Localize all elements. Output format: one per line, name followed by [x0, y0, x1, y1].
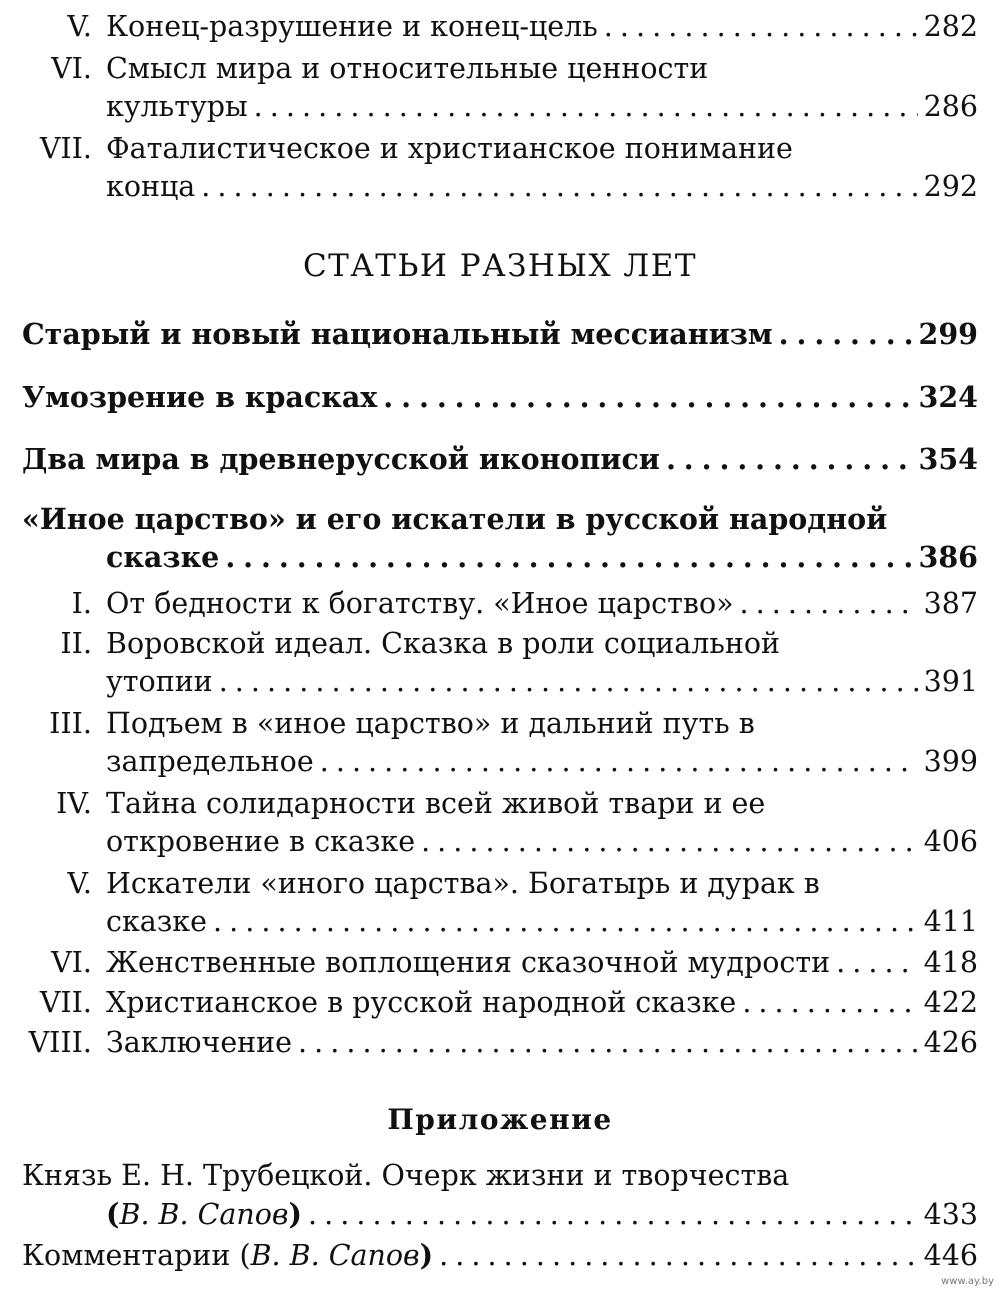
chapter-title: Смысл мира и относительные ценности: [106, 52, 709, 85]
page-number: 282: [923, 10, 978, 43]
dot-leader: [254, 88, 918, 126]
article-title: Умозрение в красках: [22, 380, 378, 414]
toc-entry[interactable]: [0, 500, 1000, 576]
page-number: 292: [923, 170, 978, 203]
dot-leader: [742, 984, 917, 1022]
chapter-title-cont: сказке: [106, 905, 207, 938]
dot-leader: [320, 743, 918, 781]
page-number: 426: [923, 1026, 978, 1059]
dot-leader: [836, 944, 917, 982]
toc-entry[interactable]: [0, 984, 1000, 1022]
page-number: 418: [923, 946, 978, 979]
toc-entry[interactable]: [0, 1236, 1000, 1274]
chapter-title: Воровской идеал. Сказка в роли социальной: [106, 627, 781, 660]
chapter-title-cont: запредельное: [106, 745, 314, 778]
chapter-number: VI.: [51, 52, 92, 85]
appendix-title: Комментарии (В. В. Сапов): [22, 1238, 434, 1272]
dot-leader: [604, 8, 918, 46]
page-number: 387: [923, 587, 978, 620]
chapter-title: От бедности к богатству. «Иное царство»: [106, 587, 734, 620]
dot-leader: [779, 315, 913, 353]
toc-entry[interactable]: [0, 1024, 1000, 1062]
chapter-title: Тайна солидарности всей живой твари и ее: [106, 787, 766, 820]
page-number: 446: [923, 1239, 978, 1272]
chapter-number: IV.: [56, 787, 92, 820]
dot-leader: [201, 168, 917, 206]
page-number: 411: [923, 905, 978, 938]
page-number: 299: [918, 317, 978, 351]
chapter-title: Христианское в русской народной сказке: [106, 986, 737, 1019]
article-title: «Иное царство» и его искатели в русской народной: [22, 502, 888, 536]
toc-entry[interactable]: [0, 315, 1000, 353]
chapter-number: V.: [67, 867, 92, 900]
toc-entry[interactable]: [0, 378, 1000, 416]
chapter-title-cont: утопии: [106, 665, 213, 698]
chapter-title-cont: откровение в сказке: [106, 825, 416, 858]
dot-leader: [308, 1196, 918, 1234]
article-title: Старый и новый национальный мессианизм: [22, 317, 773, 351]
page-number: 354: [918, 442, 978, 476]
page-number: 386: [918, 540, 978, 574]
article-title-cont: сказке: [106, 540, 220, 574]
chapter-number: V.: [67, 10, 92, 43]
dot-leader: [298, 1024, 918, 1062]
page-number: 433: [923, 1198, 978, 1231]
toc-entry[interactable]: [0, 785, 1000, 861]
chapter-number: VII.: [39, 132, 92, 165]
dot-leader: [439, 1237, 917, 1275]
chapter-title-cont: конца: [106, 170, 196, 203]
toc-entry[interactable]: [0, 8, 1000, 46]
chapter-number: VIII.: [28, 1026, 92, 1059]
dot-leader: [740, 585, 918, 623]
chapter-number: III.: [49, 707, 92, 740]
toc-entry[interactable]: [0, 585, 1000, 623]
appendix-heading: Приложение: [387, 1103, 613, 1136]
page-number: 324: [918, 380, 978, 414]
toc-entry[interactable]: [0, 440, 1000, 478]
article-title: Два мира в древнерусской иконописи: [22, 442, 660, 476]
chapter-title: Искатели «иного царства». Богатырь и дурак в: [106, 867, 820, 900]
toc-entry[interactable]: [0, 944, 1000, 982]
dot-leader: [225, 538, 912, 576]
toc-entry[interactable]: [0, 865, 1000, 941]
page-number: 391: [923, 665, 978, 698]
toc-entry[interactable]: [0, 1157, 1000, 1233]
dot-leader: [219, 663, 918, 701]
toc-entry[interactable]: [0, 705, 1000, 781]
chapter-title: Женственные воплощения сказочной мудрости: [106, 946, 831, 979]
page-number: 422: [923, 986, 978, 1019]
watermark: www.ay.by: [941, 1276, 994, 1287]
chapter-number: II.: [60, 627, 92, 660]
chapter-title-cont: культуры: [106, 90, 248, 123]
chapter-number: I.: [71, 587, 92, 620]
chapter-number: VII.: [39, 986, 92, 1019]
toc-entry[interactable]: [0, 50, 1000, 126]
chapter-title: Конец-разрушение и конец-цель: [106, 10, 598, 43]
toc-entry[interactable]: [0, 625, 1000, 701]
toc-entry[interactable]: [0, 130, 1000, 206]
dot-leader: [213, 903, 918, 941]
chapter-title: Заключение: [106, 1026, 293, 1059]
page-number: 399: [923, 745, 978, 778]
dot-leader: [421, 823, 918, 861]
dot-leader: [383, 378, 912, 416]
page-number: 406: [923, 825, 978, 858]
section-heading: СТАТЬИ РАЗНЫХ ЛЕТ: [302, 248, 698, 284]
chapter-title: Фаталистическое и христианское понимание: [106, 132, 793, 165]
chapter-number: VI.: [51, 946, 92, 979]
appendix-title: Князь Е. Н. Трубецкой. Очерк жизни и творчества: [22, 1159, 790, 1192]
chapter-title: Подъем в «иное царство» и дальний путь в: [106, 707, 755, 740]
page-number: 286: [923, 90, 978, 123]
dot-leader: [666, 440, 913, 478]
appendix-author: (В. В. Сапов): [106, 1197, 303, 1231]
